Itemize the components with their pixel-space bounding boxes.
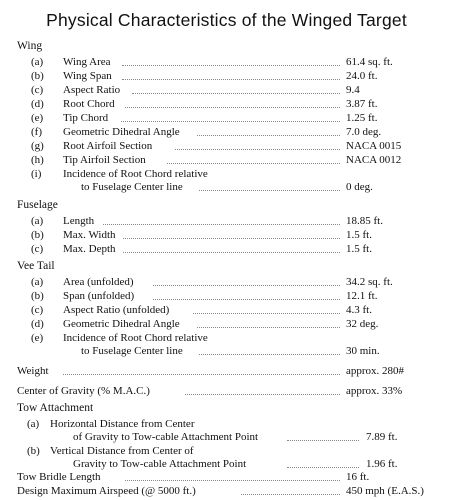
- section-heading-wing: Wing: [17, 40, 43, 52]
- item-value: NACA 0015: [346, 140, 402, 152]
- dot-leader: [123, 252, 340, 253]
- item-index: (h): [31, 154, 44, 166]
- item-label: Root Chord: [63, 98, 115, 110]
- spec-row: [17, 317, 437, 331]
- spec-row: [17, 303, 437, 317]
- item-label: Geometric Dihedral Angle: [63, 126, 180, 138]
- item-value: NACA 0012: [346, 154, 402, 166]
- dot-leader: [125, 107, 340, 108]
- item-index: (f): [31, 126, 42, 138]
- item-index: (c): [31, 304, 44, 316]
- dot-leader: [123, 238, 340, 239]
- item-index: (a): [31, 276, 44, 288]
- spec-row: [17, 242, 437, 256]
- dot-leader: [122, 65, 340, 66]
- section-heading-vee-tail: Vee Tail: [17, 260, 55, 272]
- spec-row: [17, 55, 437, 69]
- item-label: Incidence of Root Chord relative: [63, 332, 208, 344]
- spec-row-continued: [17, 344, 437, 358]
- design-airspeed-label: Design Maximum Airspeed (@ 5000 ft.): [17, 485, 196, 497]
- item-value: 34.2 sq. ft.: [346, 276, 393, 288]
- dot-leader: [185, 394, 340, 395]
- item-index: (b): [31, 290, 44, 302]
- item-index: (e): [31, 112, 44, 124]
- item-label: Tip Airfoil Section: [63, 154, 146, 166]
- spec-row: [17, 275, 437, 289]
- dot-leader: [103, 224, 340, 225]
- dot-leader: [193, 313, 340, 314]
- dot-leader: [287, 467, 359, 468]
- item-index: (d): [31, 98, 44, 110]
- item-label-continued: to Fuselage Center line: [81, 181, 183, 193]
- item-label: Geometric Dihedral Angle: [63, 318, 180, 330]
- dot-leader: [132, 93, 340, 94]
- page-title: Physical Characteristics of the Winged Target: [46, 10, 407, 30]
- item-label-continued: to Fuselage Center line: [81, 345, 183, 357]
- dot-leader: [197, 327, 340, 328]
- item-label: Tip Chord: [63, 112, 109, 124]
- dot-leader: [122, 79, 340, 80]
- item-label: Max. Depth: [63, 243, 116, 255]
- item-value: 7.89 ft.: [366, 431, 398, 443]
- item-index: (e): [31, 332, 44, 344]
- dot-leader: [167, 163, 340, 164]
- spec-row: [17, 228, 437, 242]
- spec-row: [17, 214, 437, 228]
- item-index: (b): [31, 70, 44, 82]
- item-value: 61.4 sq. ft.: [346, 56, 393, 68]
- center-of-gravity-value: approx. 33%: [346, 385, 403, 397]
- spec-row-continued: [17, 180, 437, 194]
- center-of-gravity-label: Center of Gravity (% M.A.C.): [17, 385, 150, 397]
- spec-row: [17, 417, 437, 431]
- item-value: 1.25 ft.: [346, 112, 378, 124]
- item-index: (b): [31, 229, 44, 241]
- item-label: Max. Width: [63, 229, 116, 241]
- dot-leader: [287, 440, 359, 441]
- item-index: (c): [31, 84, 44, 96]
- item-value: 12.1 ft.: [346, 290, 378, 302]
- dot-leader: [199, 354, 340, 355]
- dot-leader: [63, 374, 340, 375]
- item-index: (a): [27, 418, 40, 430]
- spec-row: [17, 289, 437, 303]
- spec-row-continued: [17, 430, 437, 444]
- spec-row: [17, 69, 437, 83]
- item-label: Wing Span: [63, 70, 112, 82]
- item-label: Vertical Distance from Center of: [50, 445, 194, 457]
- item-index: (d): [31, 318, 44, 330]
- item-index: (b): [27, 445, 40, 457]
- spec-row-tow-bridle: [17, 470, 437, 484]
- dot-leader: [197, 135, 340, 136]
- item-label-continued: Gravity to Tow-cable Attachment Point: [73, 458, 247, 470]
- item-value: 30 min.: [346, 345, 380, 357]
- item-label: Incidence of Root Chord relative: [63, 168, 208, 180]
- item-value: 18.85 ft.: [346, 215, 383, 227]
- item-value: 1.96 ft.: [366, 458, 398, 470]
- item-index: (g): [31, 140, 44, 152]
- spec-row: [17, 153, 437, 167]
- item-value: 32 deg.: [346, 318, 379, 330]
- item-label: Span (unfolded): [63, 290, 135, 302]
- tow-bridle-label: Tow Bridle Length: [17, 471, 101, 483]
- section-heading-tow-attachment: Tow Attachment: [17, 402, 94, 414]
- dot-leader: [153, 299, 340, 300]
- dot-leader: [199, 190, 340, 191]
- section-heading-fuselage: Fuselage: [17, 199, 58, 211]
- weight-value: approx. 280#: [346, 365, 405, 377]
- spec-row: [17, 83, 437, 97]
- item-label: Length: [63, 215, 95, 227]
- item-label: Area (unfolded): [63, 276, 134, 288]
- item-value: 9.4: [346, 84, 360, 96]
- spec-row-weight: [17, 364, 437, 378]
- dot-leader: [125, 480, 340, 481]
- tow-bridle-value: 16 ft.: [346, 471, 370, 483]
- item-label-continued: of Gravity to Tow-cable Attachment Point: [73, 431, 259, 443]
- item-value: 0 deg.: [346, 181, 373, 193]
- design-airspeed-value: 450 mph (E.A.S.): [346, 485, 424, 497]
- spec-row: [17, 111, 437, 125]
- spec-row: [17, 444, 437, 458]
- item-value: 24.0 ft.: [346, 70, 378, 82]
- spec-row-continued: [17, 457, 437, 471]
- item-value: 1.5 ft.: [346, 229, 372, 241]
- item-index: (i): [31, 168, 42, 180]
- dot-leader: [121, 121, 340, 122]
- item-label: Horizontal Distance from Center: [50, 418, 195, 430]
- dot-leader: [175, 149, 340, 150]
- item-index: (a): [31, 56, 44, 68]
- item-label: Wing Area: [63, 56, 111, 68]
- item-label: Aspect Ratio (unfolded): [63, 304, 170, 316]
- spec-row: [17, 331, 437, 345]
- item-value: 3.87 ft.: [346, 98, 378, 110]
- item-value: 1.5 ft.: [346, 243, 372, 255]
- item-index: (c): [31, 243, 44, 255]
- spec-row: [17, 97, 437, 111]
- item-label: Root Airfoil Section: [63, 140, 153, 152]
- item-value: 7.0 deg.: [346, 126, 382, 138]
- item-index: (a): [31, 215, 44, 227]
- item-label: Aspect Ratio: [63, 84, 121, 96]
- weight-label: Weight: [17, 365, 49, 377]
- spec-row: [17, 139, 437, 153]
- dot-leader: [241, 494, 340, 495]
- spec-row: [17, 125, 437, 139]
- item-value: 4.3 ft.: [346, 304, 372, 316]
- dot-leader: [153, 285, 340, 286]
- spec-row: [17, 167, 437, 181]
- spec-row-center-of-gravity: [17, 384, 437, 398]
- spec-row-design-airspeed: [17, 484, 437, 498]
